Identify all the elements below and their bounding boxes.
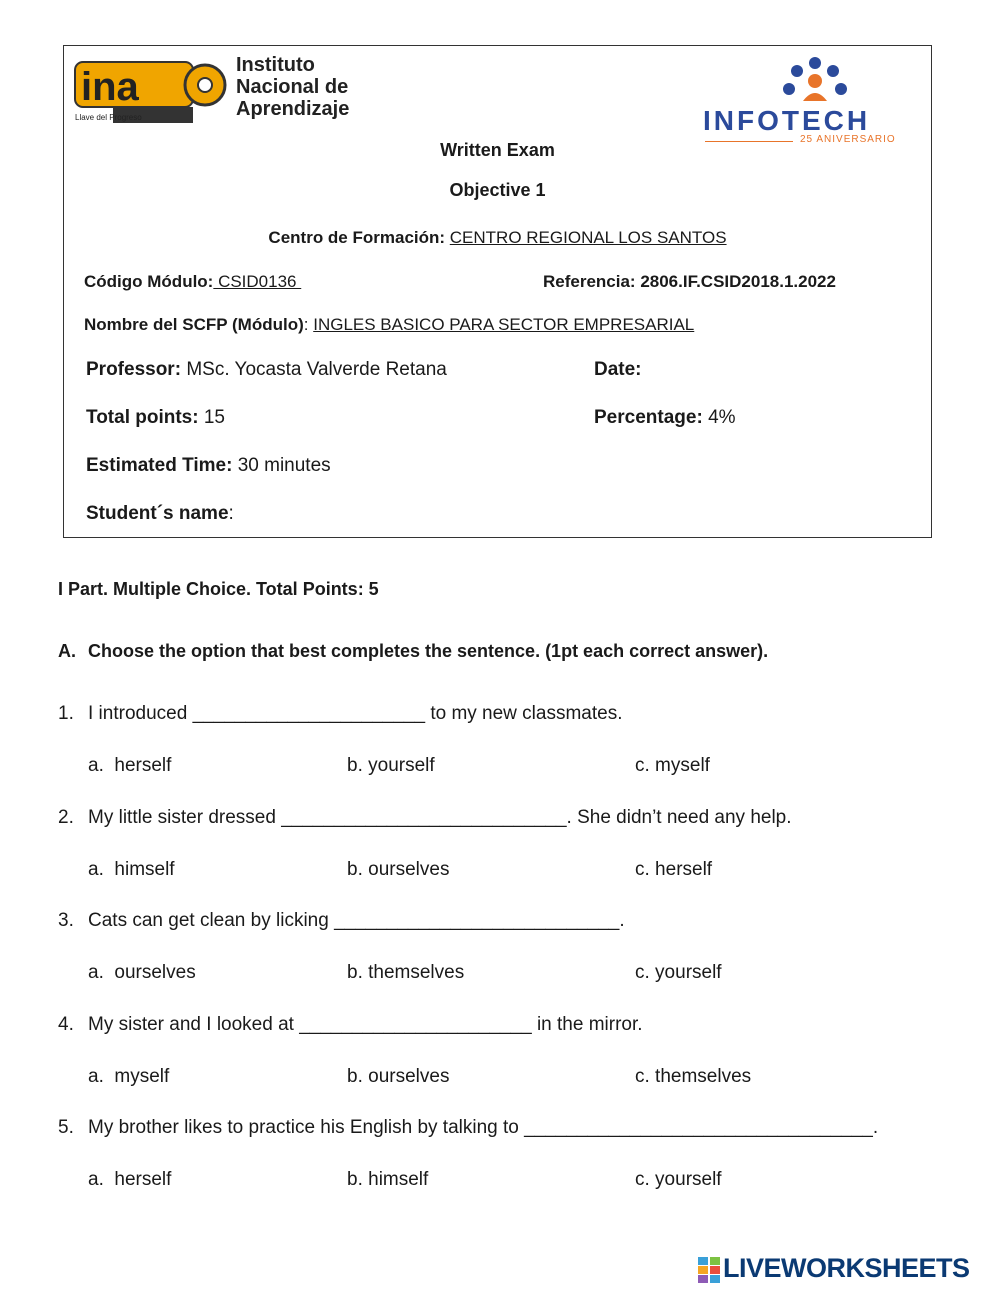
exam-title: Written Exam [440, 140, 555, 160]
ina-tagline: Llave del Progreso [75, 113, 142, 122]
infotech-name: INFOTECH [703, 105, 871, 136]
option-a[interactable]: a. herself [88, 1169, 172, 1190]
centro-value: CENTRO REGIONAL LOS SANTOS [449, 228, 727, 247]
ina-name-line2: Nacional de [236, 76, 349, 98]
ina-name-line3: Aprendizaje [236, 98, 350, 120]
nombre-line [84, 315, 694, 335]
liveworksheets-brand: LIVEWORKSHEETS [723, 1253, 970, 1283]
codigo-value: CSID0136 [213, 272, 302, 291]
ina-name-line1: Instituto [236, 54, 315, 76]
professor-label: Professor: [86, 359, 182, 380]
student-label: Student´s name [86, 503, 229, 524]
option-b[interactable]: b. ourselves [347, 859, 450, 880]
points-line [86, 407, 225, 429]
liveworksheets-icon [698, 1257, 720, 1283]
option-b[interactable]: b. ourselves [347, 1066, 450, 1087]
student-sep: : [228, 503, 234, 524]
time-line [86, 455, 331, 477]
percentage-label: Percentage: [594, 407, 703, 428]
option-c[interactable]: c. myself [635, 755, 710, 776]
infotech-logo [700, 55, 922, 150]
question-number: 3. [58, 910, 74, 931]
question-text: I introduced ______________________ to my new classmates. [88, 703, 623, 724]
percentage-value: 4% [708, 407, 736, 428]
ina-mark-text: ina [81, 65, 139, 109]
option-c[interactable]: c. themselves [635, 1066, 752, 1087]
option-c[interactable]: c. yourself [635, 1169, 722, 1190]
referencia: Referencia: 2806.IF.CSID2018.1.2022 [543, 272, 836, 291]
option-a[interactable]: a. himself [88, 859, 175, 880]
date-label: Date: [594, 359, 642, 380]
instruction [58, 641, 768, 662]
codigo-label: Código Módulo: [84, 272, 214, 291]
time-value: 30 minutes [237, 455, 331, 476]
infotech-anniversary: 25 ANIVERSARIO [800, 134, 896, 145]
percentage-line [594, 407, 736, 429]
nombre-value: INGLES BASICO PARA SECTOR EMPRESARIAL [313, 315, 695, 334]
professor-value: MSc. Yocasta Valverde Retana [186, 359, 447, 380]
question-number: 5. [58, 1117, 74, 1138]
infotech-emblem-icon [775, 55, 855, 105]
question-text: My little sister dressed ___________________________. She didn’t need any help. [88, 807, 792, 828]
option-a[interactable]: a. herself [88, 755, 172, 776]
centro-label: Centro de Formación: [268, 228, 446, 247]
ina-logo [73, 52, 373, 127]
instruction-text: Choose the option that best completes the sentence. (1pt each correct answer). [88, 641, 769, 661]
question-number: 1. [58, 703, 74, 724]
codigo-line [84, 272, 301, 292]
student-line [86, 503, 234, 525]
points-value: 15 [203, 407, 225, 428]
instruction-letter: A. [58, 641, 76, 661]
professor-line [86, 359, 447, 381]
option-b[interactable]: b. yourself [347, 755, 435, 776]
option-b[interactable]: b. themselves [347, 962, 465, 983]
option-b[interactable]: b. himself [347, 1169, 429, 1190]
exam-objective: Objective 1 [449, 180, 546, 200]
option-a[interactable]: a. myself [88, 1066, 170, 1087]
question-text: My brother likes to practice his English by talking to _________________________________. [88, 1117, 879, 1138]
question-number: 4. [58, 1014, 74, 1035]
option-c[interactable]: c. yourself [635, 962, 722, 983]
ina-key-icon [73, 52, 233, 127]
option-a[interactable]: a. ourselves [88, 962, 196, 983]
question-text: My sister and I looked at ______________________ in the mirror. [88, 1014, 643, 1035]
nombre-label: Nombre del SCFP (Módulo) [84, 315, 304, 334]
part-title: I Part. Multiple Choice. Total Points: 5 [58, 579, 379, 599]
liveworksheets-logo [698, 1255, 994, 1285]
option-c[interactable]: c. herself [635, 859, 713, 880]
time-label: Estimated Time: [86, 455, 233, 476]
centro-line [63, 228, 932, 248]
question-number: 2. [58, 807, 74, 828]
points-label: Total points: [86, 407, 199, 428]
nombre-sep: : [303, 315, 309, 334]
question-text: Cats can get clean by licking ___________________________. [88, 910, 625, 931]
